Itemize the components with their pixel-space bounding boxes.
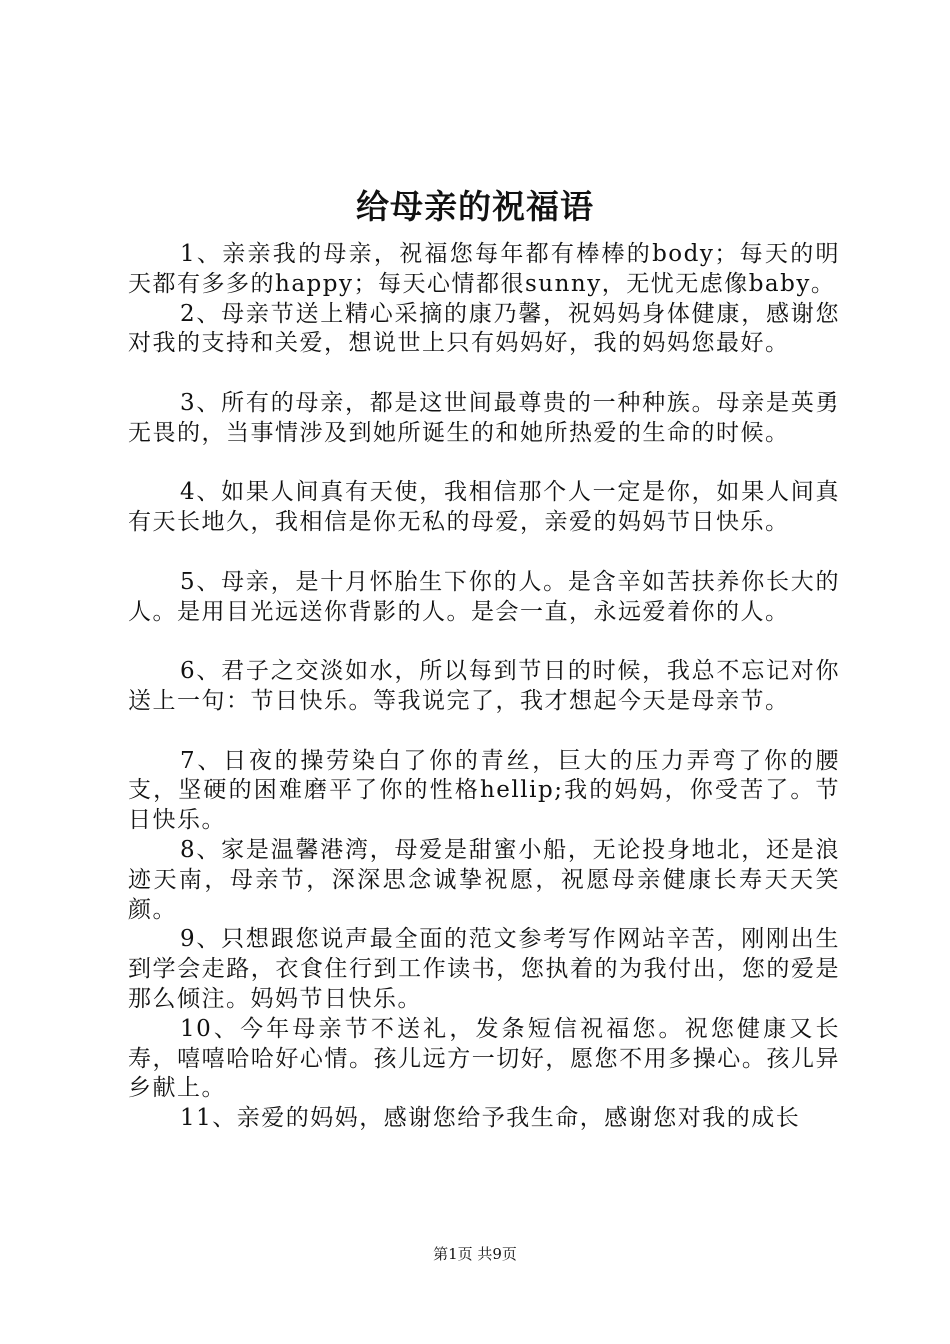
paragraph-2: 2、母亲节送上精心采摘的康乃馨，祝妈妈身体健康，感谢您对我的支持和关爱，想说世上只有妈妈好，我的妈妈您最好。: [128, 300, 840, 357]
paragraph-7: 7、日夜的操劳染白了你的青丝，巨大的压力弄弯了你的腰支，坚硬的困难磨平了你的性格hellip;我的妈妈，你受苦了。节日快乐。: [128, 747, 840, 834]
document-body: [128, 240, 840, 1134]
paragraph-11: 11、亲爱的妈妈，感谢您给予我生命，感谢您对我的成长: [180, 1105, 801, 1132]
page-number: 第1页 共9页: [433, 1245, 517, 1263]
paragraph-9: 9、只想跟您说声最全面的范文参考写作网站辛苦，刚刚出生到学会走路，衣食住行到工作读书，您执着的为我付出，您的爱是那么倾注。妈妈节日快乐。: [128, 926, 840, 1012]
paragraph-3: 3、所有的母亲，都是这世间最尊贵的一种种族。母亲是英勇无畏的，当事情涉及到她所诞生的和她所热爱的生命的时候。: [128, 389, 840, 446]
document-title: 给母亲的祝福语: [356, 187, 594, 226]
paragraph-10: 10、今年母亲节不送礼，发条短信祝福您。祝您健康又长寿，嘻嘻哈哈好心情。孩儿远方一切好，愿您不用多操心。孩儿异乡献上。: [128, 1015, 840, 1102]
paragraph-8: 8、家是温馨港湾，母爱是甜蜜小船，无论投身地北，还是浪迹天南，母亲节，深深思念诚挚祝愿，祝愿母亲健康长寿天天笑颜。: [128, 836, 840, 923]
paragraph-5: 5、母亲，是十月怀胎生下你的人。是含辛如苦扶养你长大的人。是用目光远送你背影的人。是会一直，永远爱着你的人。: [128, 568, 840, 625]
paragraph-6: 6、君子之交淡如水，所以每到节日的时候，我总不忘记对你送上一句：节日快乐。等我说完了，我才想起今天是母亲节。: [128, 658, 840, 714]
paragraph-1: 1、亲亲我的母亲，祝福您每年都有棒棒的body；每天的明天都有多多的happy；每天心情都很sunny，无忧无虑像baby。: [128, 241, 840, 297]
paragraph-4: 4、如果人间真有天使，我相信那个人一定是你，如果人间真有天长地久，我相信是你无私的母爱，亲爱的妈妈节日快乐。: [128, 479, 840, 536]
